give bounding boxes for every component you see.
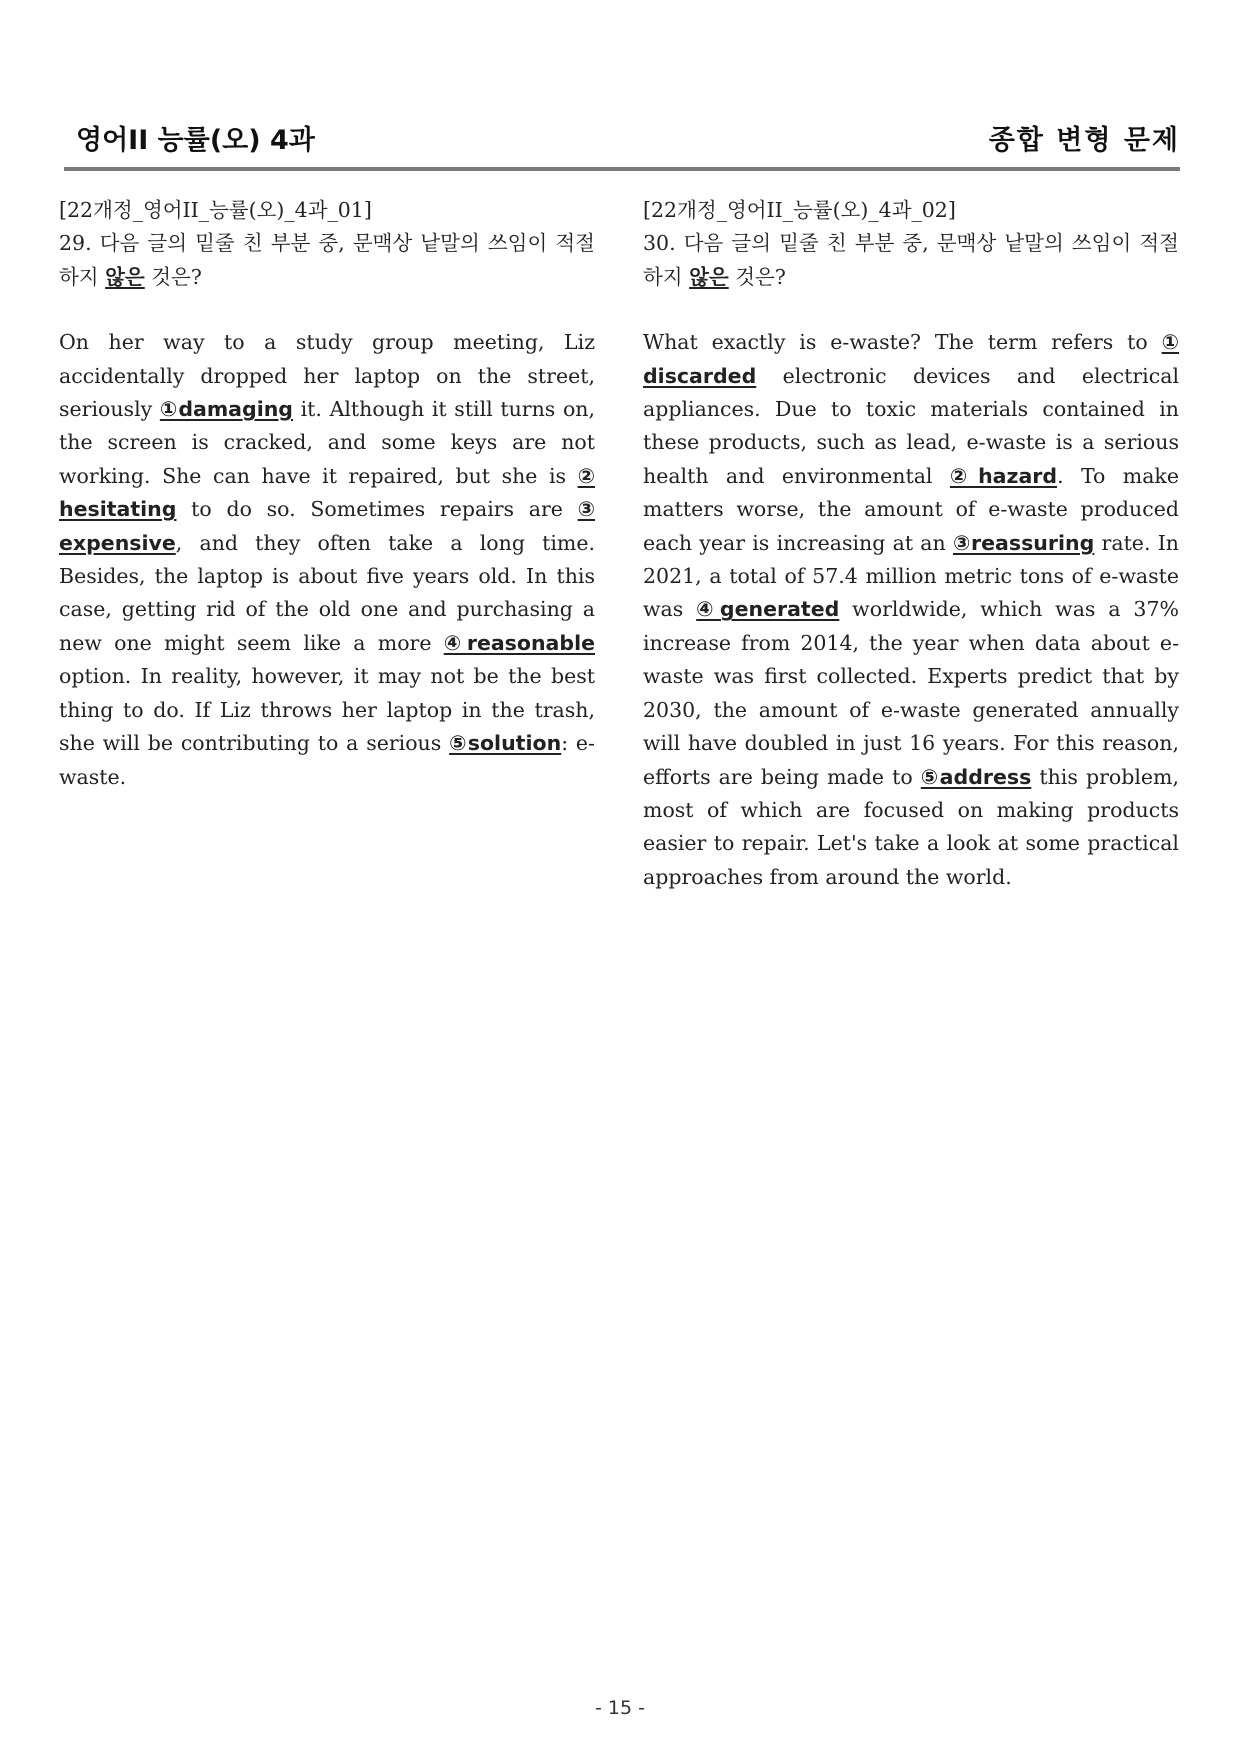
underlined-choice-5: ⑤solution <box>449 731 562 756</box>
question-source-label: [22개정_영어II_능률(오)_4과_02] <box>643 198 956 222</box>
passage-text: rate. In 2021, a total of 57.4 million metric tons of e-waste was <box>643 530 1179 622</box>
course-title: 영어II 능률(오) 4과 <box>76 125 315 156</box>
prompt-text-end: 것은? <box>728 264 786 289</box>
passage-text: , and they often take a long time. Besides, the laptop is about five years old. In this case, getting rid of the old one and purchasing a new one might seem like a more <box>59 530 595 655</box>
question-29-column <box>59 194 595 794</box>
question-source-label: [22개정_영어II_능률(오)_4과_01] <box>59 198 372 222</box>
reading-passage <box>643 326 1179 894</box>
passage-text: . To make matters worse, the amount of e-waste produced each year is increasing at an <box>643 463 1179 555</box>
underlined-choice-1: ①damaging <box>159 397 293 422</box>
prompt-text: 30. 다음 글의 밑줄 친 부분 중, 문맥상 낱말의 쓰임이 적절하지 <box>643 231 1179 289</box>
passage-text: option. In reality, however, it may not be the best thing to do. If Liz throws her laptop in the trash, she will be contributing to a serious <box>59 664 595 756</box>
passage-text: to do so. Sometimes repairs are <box>176 497 578 522</box>
underlined-choice-2: ② hesitating <box>59 463 595 522</box>
worksheet-title: 종합 변형 문제 <box>988 125 1180 156</box>
page-header <box>64 118 1180 164</box>
underlined-choice-4: ④reasonable <box>443 630 595 655</box>
passage-text: this problem, most of which are focused on making products easier to repair. Let's take a look at some practical approaches from around the world. <box>643 764 1179 889</box>
prompt-emphasis: 않은 <box>105 264 145 289</box>
header-divider <box>64 167 1180 171</box>
underlined-choice-5: ⑤address <box>920 764 1032 789</box>
prompt-emphasis: 않은 <box>689 264 729 289</box>
underlined-choice-3: ③reassuring <box>952 530 1095 555</box>
underlined-choice-1: ① discarded <box>643 330 1179 388</box>
underlined-choice-4: ④generated <box>696 597 840 622</box>
passage-text: What exactly is e-waste? The term refers to <box>643 330 1162 355</box>
passage-text: it. Although it still turns on, the screen is cracked, and some keys are not working. She can have it repaired, but she is <box>59 397 596 488</box>
question-30-column <box>643 194 1179 894</box>
page-number: - 15 - <box>595 1697 645 1719</box>
passage-text: electronic devices and electrical appliances. Due to toxic materials contained in these products, such as lead, e-waste is a serious health and environmental <box>643 363 1179 488</box>
prompt-text-end: 것은? <box>144 264 202 289</box>
question-prompt <box>59 227 595 294</box>
passage-text: worldwide, which was a 37% increase from 2014, the year when data about e-waste was first collected. Experts predict that by 2030, the amount of e-waste generated annually will have doubled in just 16 years. For this reason, efforts are being made to <box>643 597 1179 789</box>
question-prompt <box>643 227 1179 294</box>
underlined-choice-3: ③ expensive <box>59 497 595 555</box>
passage-text: : e-waste. <box>59 731 595 789</box>
prompt-text: 29. 다음 글의 밑줄 친 부분 중, 문맥상 낱말의 쓰임이 적절하지 <box>59 231 595 289</box>
underlined-choice-2: ②hazard <box>949 463 1058 488</box>
passage-text: On her way to a study group meeting, Liz accidentally dropped her laptop on the street, seriously <box>59 330 595 422</box>
reading-passage <box>59 326 595 794</box>
